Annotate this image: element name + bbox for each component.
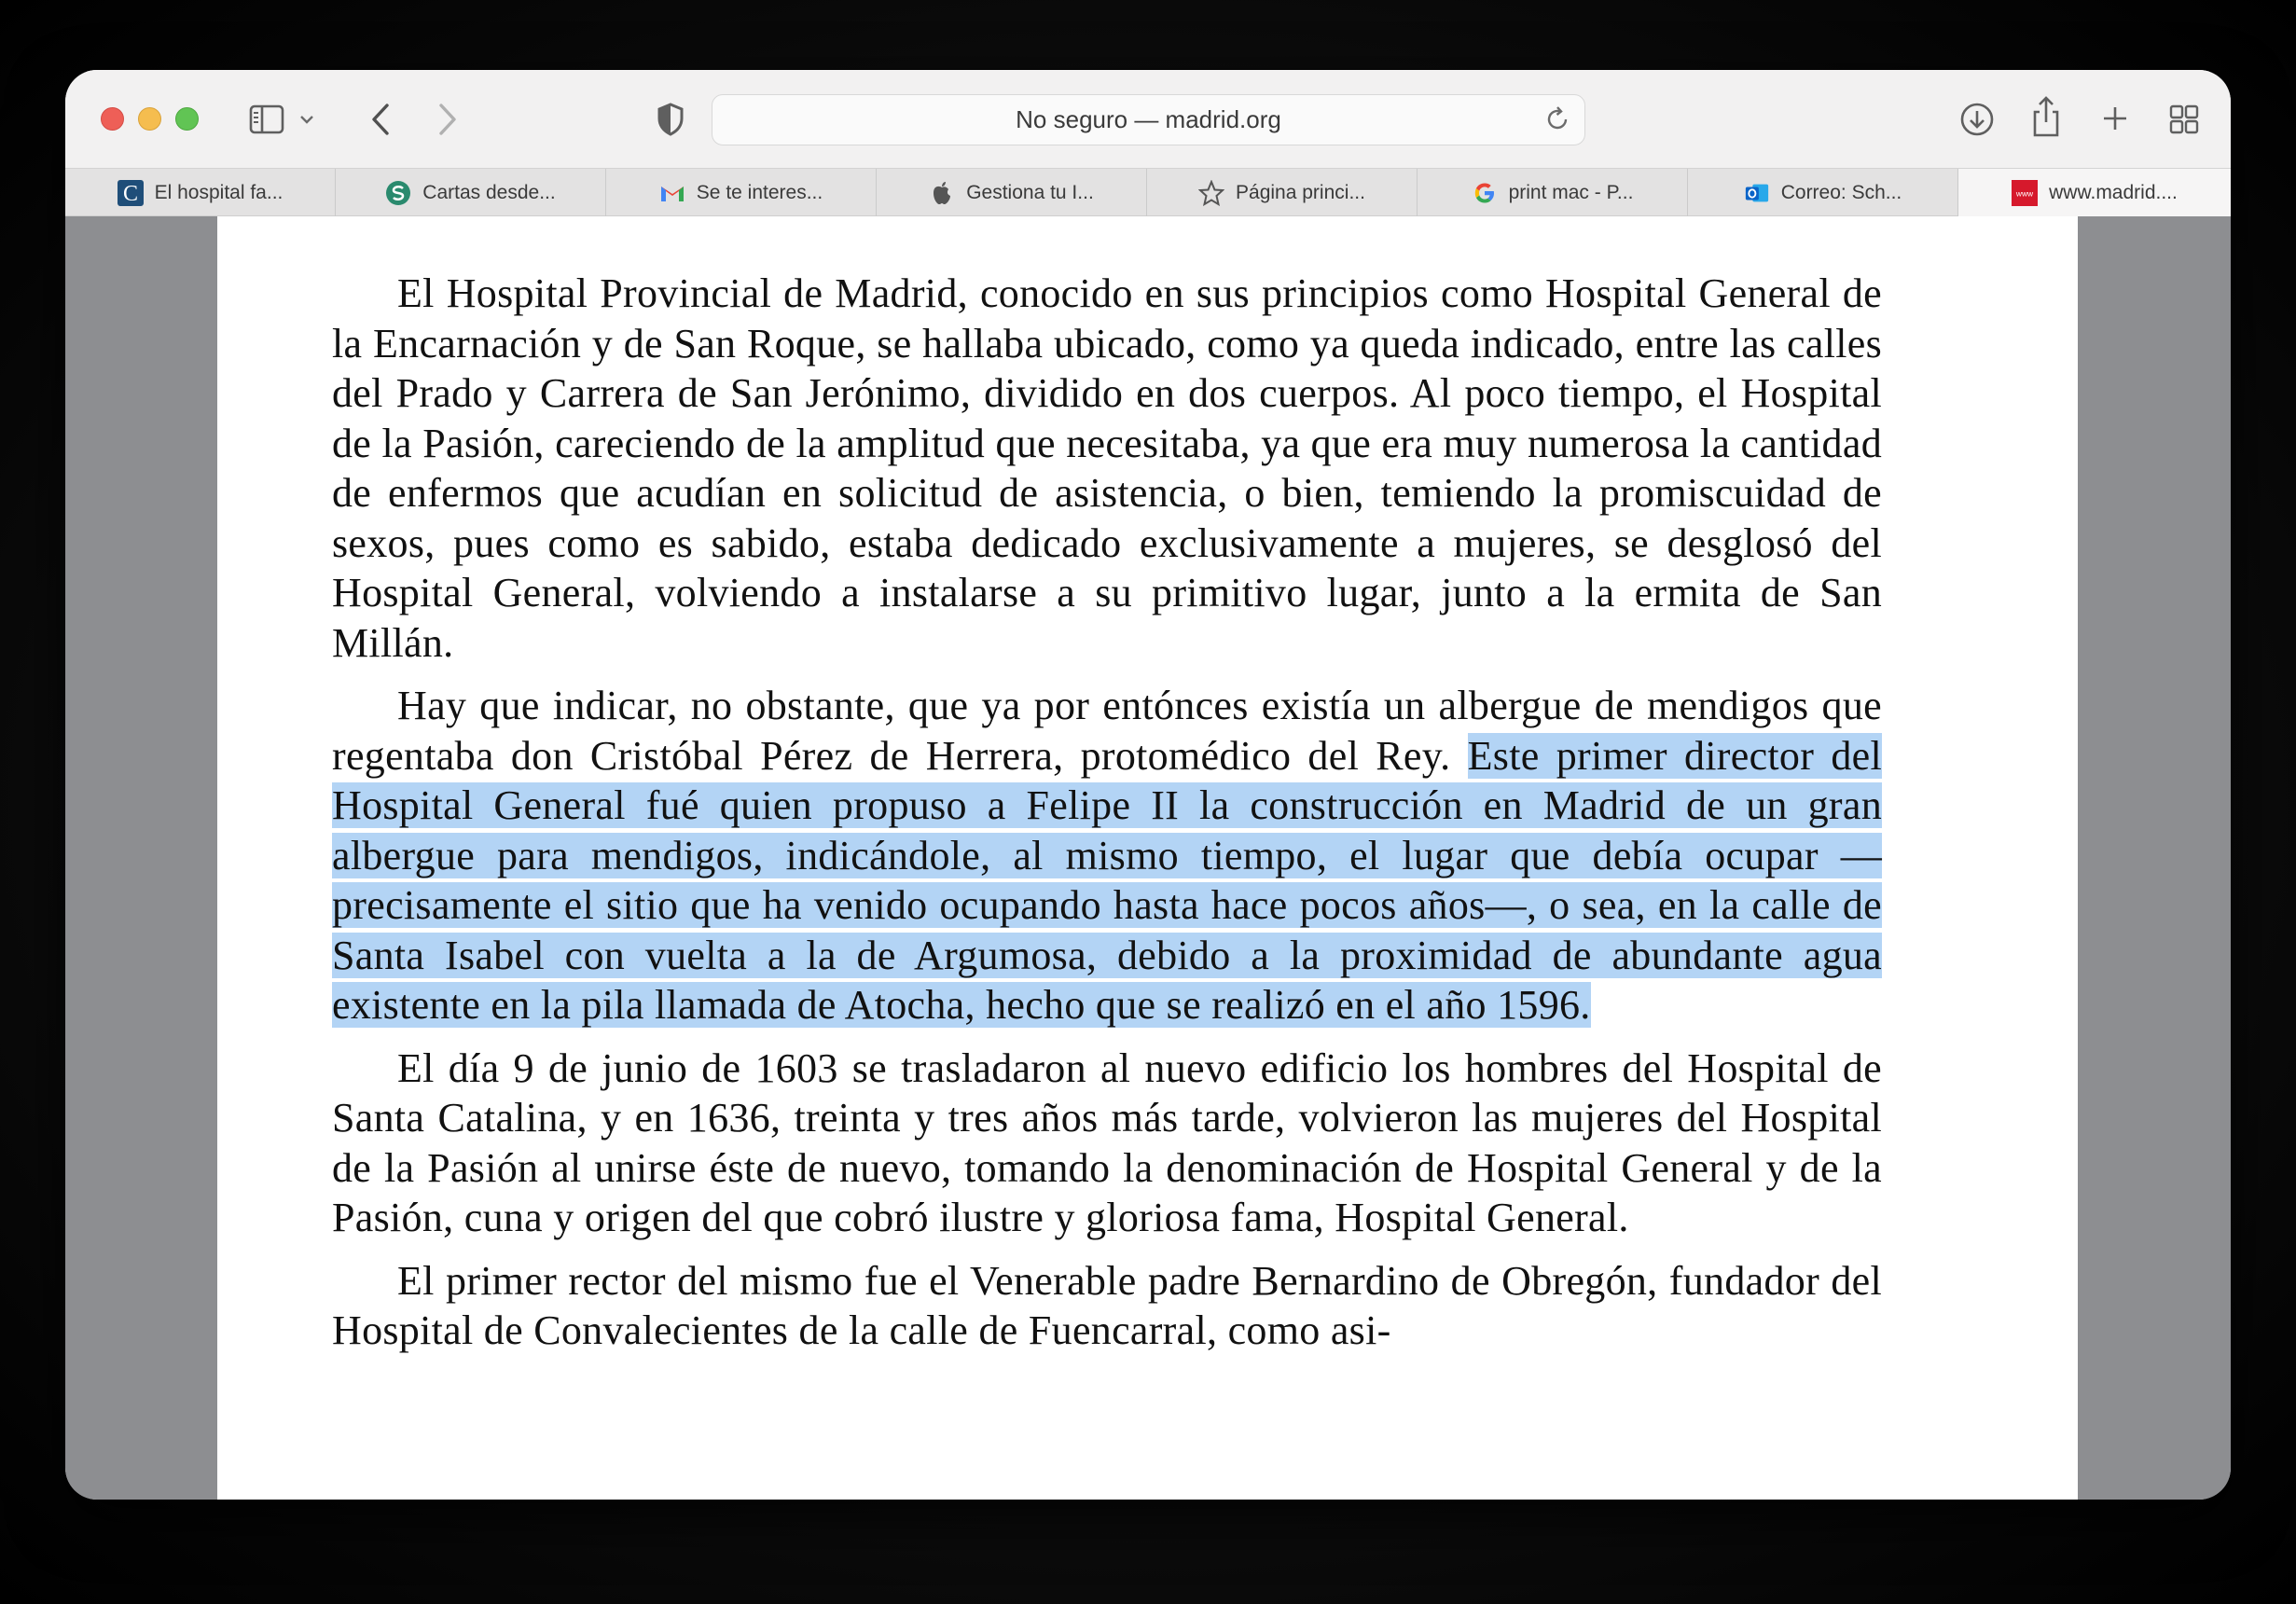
browser-window: [65, 70, 2231, 1500]
tab-gestiona[interactable]: [877, 169, 1147, 217]
new-tab-icon[interactable]: [2095, 98, 2136, 139]
tab-label: Correo: Sch...: [1780, 182, 1902, 203]
forward-button[interactable]: [429, 98, 466, 141]
apple-icon: [929, 180, 955, 206]
pdf-page: [217, 216, 2078, 1500]
share-icon[interactable]: [2026, 92, 2067, 141]
tab-correo[interactable]: [1688, 169, 1958, 217]
reload-icon[interactable]: [1543, 105, 1571, 133]
svg-text:C: C: [122, 182, 138, 206]
tab-label: El hospital fa...: [154, 182, 284, 203]
paragraph-2-start: Hay que indicar, no obstante, que ya por entónces existía un albergue de mendigos que regentaba don Cristóbal Pérez de Herrera, protomédico del Rey.: [332, 683, 1882, 779]
zoom-window-button[interactable]: [175, 107, 199, 131]
selected-text[interactable]: Este primer director del Hospital General fué quien propuso a Felipe II la construcción en Madrid de un gran albergue para mendigos, indicándole, al mismo tiempo, el lugar que debía ocupar —precisamente el sitio que ha venido ocupando hasta hace pocos años—, o sea, en la calle de Santa Isabel con vuelta a la de Argumosa, debido a la proximidad de abundante agua existente en la pila llamada de Atocha, hecho que se realizó en el año 1596.: [332, 732, 1882, 1028]
tab-bar: [65, 168, 2231, 216]
chevron-down-icon[interactable]: [297, 104, 317, 135]
tab-cartas[interactable]: [336, 169, 606, 217]
tab-label: Página princi...: [1236, 182, 1365, 203]
tab-label: Cartas desde...: [422, 182, 556, 203]
tab-label: print mac - P...: [1508, 182, 1634, 203]
gmail-icon: [659, 180, 685, 206]
paragraph-4: El primer rector del mismo fue el Venerable padre Bernardino de Obregón, fundador del Hospital de Convalecientes de la calle de Fuencarral, como asi-: [332, 1257, 1882, 1353]
tab-el-hospital[interactable]: [65, 169, 336, 217]
document-text: [332, 269, 1882, 1369]
tab-label: www.madrid....: [2049, 182, 2178, 203]
address-bar[interactable]: [712, 94, 1585, 145]
pdf-viewer[interactable]: [65, 216, 2231, 1500]
address-text: No seguro — madrid.org: [1016, 105, 1281, 133]
tab-madrid-active[interactable]: [1958, 169, 2231, 217]
minimize-window-button[interactable]: [138, 107, 161, 131]
cartas-favicon-icon: [385, 180, 411, 206]
tab-pagina-principal[interactable]: [1147, 169, 1418, 217]
paragraph-2: [332, 681, 1882, 1030]
svg-text:www: www: [2016, 188, 2034, 199]
back-button[interactable]: [362, 98, 399, 141]
sidebar-toggle-icon[interactable]: [248, 101, 285, 138]
paragraph-1: El Hospital Provincial de Madrid, conocido en sus principios como Hospital General de la Encarnación y de San Roque, se hallaba ubicado, como ya queda indicado, entre las calles del Prado y Carrera de San Jerónimo, dividido en dos cuerpos. Al poco tiempo, el Hospital de la Pasión, careciendo de la amplitud que necesitaba, ya que era muy numerosa la cantidad de enfermos que acudían en solicitud de asistencia, o bien, temiendo la promiscuidad de sexos, pues como es sabido, estaba dedicado exclusivamente a mujeres, se desglosó del Hospital General, volviendo a instalarse a su primitivo lugar, junto a la ermita de San Millán.: [332, 270, 1882, 666]
tab-overview-icon[interactable]: [2165, 101, 2203, 138]
outlook-icon: [1744, 180, 1770, 206]
tab-gmail[interactable]: [606, 169, 877, 217]
paragraph-3: El día 9 de junio de 1603 se trasladaron al nuevo edificio los hombres del Hospital de Santa Catalina, y en 1636, treinta y tres años más tarde, volvieron las mujeres del Hospital de la Pasión al unirse éste de nuevo, tomando la denominación de Hospital General y de la Pasión, cuna y origen del que cobró ilustre y gloriosa fama, Hospital General.: [332, 1044, 1882, 1240]
madrid-favicon-icon: [2012, 180, 2038, 206]
privacy-shield-icon[interactable]: [651, 100, 690, 139]
tab-label: Gestiona tu I...: [966, 182, 1094, 203]
toolbar: [65, 70, 2231, 168]
close-window-button[interactable]: [101, 107, 124, 131]
letter-c-favicon-icon: [118, 180, 144, 206]
google-icon: [1472, 180, 1498, 206]
tab-label: Se te interes...: [696, 182, 823, 203]
tab-google-print-mac[interactable]: [1418, 169, 1688, 217]
download-icon[interactable]: [1957, 99, 1998, 140]
star-icon: [1198, 180, 1224, 206]
